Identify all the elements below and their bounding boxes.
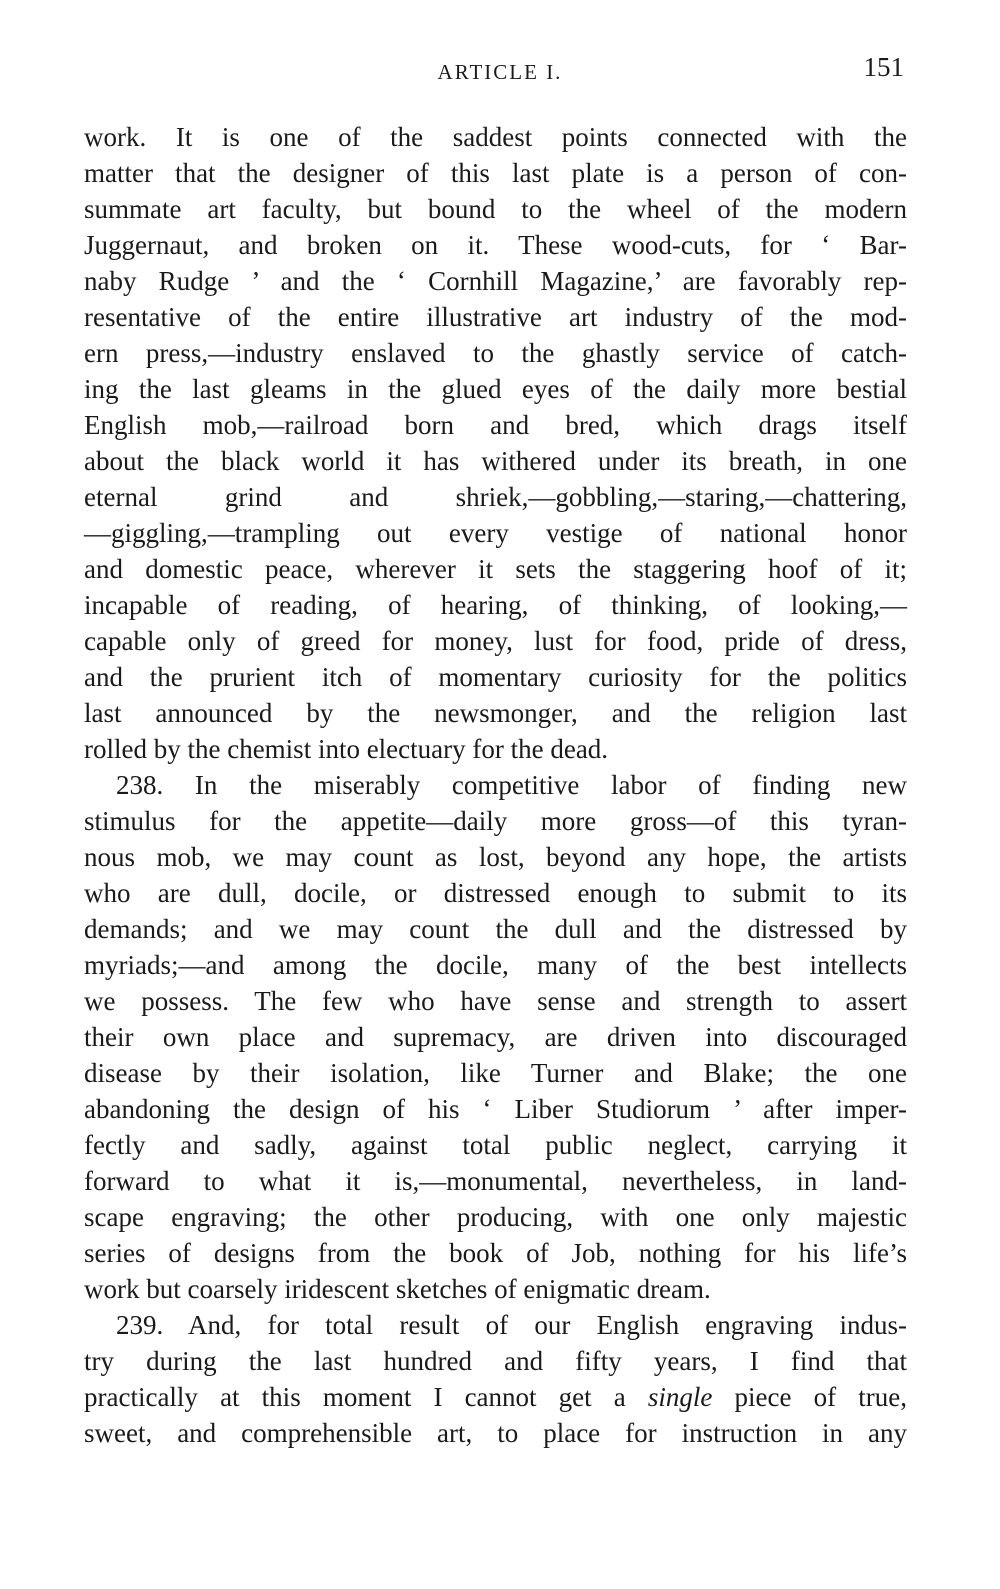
text-line: scape engraving; the other producing, with one only majestic: [84, 1202, 907, 1232]
text-line: myriads;—and among the docile, many of the best intellects: [84, 950, 907, 980]
text-line: matter that the designer of this last plate is a person of con-: [84, 158, 907, 188]
text-line: nous mob, we may count as lost, beyond any hope, the artists: [84, 842, 907, 872]
text-line: incapable of reading, of hearing, of thinking, of looking,—: [84, 590, 907, 620]
paragraph-238-start: 238. In the miserably competitive labor of finding new: [116, 770, 907, 800]
text-line: eternal grind and shriek,—gobbling,—staring,—chattering,: [84, 482, 907, 512]
text-line: who are dull, docile, or distressed enough to submit to its: [84, 878, 907, 908]
text-line: and the prurient itch of momentary curiosity for the politics: [84, 662, 907, 692]
text-line: summate art faculty, but bound to the wheel of the modern: [84, 194, 907, 224]
text-line: [84, 1380, 907, 1414]
text-line: —giggling,—trampling out every vestige of national honor: [84, 518, 907, 548]
paragraph-239-start: 239. And, for total result of our English engraving indus-: [116, 1310, 907, 1340]
running-title: ARTICLE I.: [437, 60, 563, 84]
text-line: naby Rudge ’ and the ‘ Cornhill Magazine,’ are favorably rep-: [84, 266, 907, 296]
text-line: English mob,—railroad born and bred, which drags itself: [84, 410, 907, 440]
text-line: about the black world it has withered under its breath, in one: [84, 446, 907, 476]
text-line: resentative of the entire illustrative art industry of the mod-: [84, 302, 907, 332]
text-line: disease by their isolation, like Turner and Blake; the one: [84, 1058, 907, 1088]
text-line: forward to what it is,—monumental, nevertheless, in land-: [84, 1166, 907, 1196]
running-head: [0, 52, 1000, 92]
text-line: last announced by the newsmonger, and the religion last: [84, 698, 907, 728]
text-line: their own place and supremacy, are driven into discouraged: [84, 1022, 907, 1052]
text-line: series of designs from the book of Job, nothing for his life’s: [84, 1238, 907, 1268]
page-number: 151: [863, 52, 904, 82]
text-line: Juggernaut, and broken on it. These wood-cuts, for ‘ Bar-: [84, 230, 907, 260]
text-line: capable only of greed for money, lust for food, pride of dress,: [84, 626, 907, 656]
text-line: work. It is one of the saddest points connected with the: [84, 122, 907, 152]
text-line: ing the last gleams in the glued eyes of the daily more bestial: [84, 374, 907, 404]
italic-emphasis: single: [647, 1382, 713, 1412]
text-line: sweet, and comprehensible art, to place for instruction in any: [84, 1418, 907, 1448]
text-segment: practically at this moment I cannot get a: [84, 1382, 648, 1412]
text-line: and domestic peace, wherever it sets the staggering hoof of it;: [84, 554, 907, 584]
text-line: fectly and sadly, against total public neglect, carrying it: [84, 1130, 907, 1160]
text-line: we possess. The few who have sense and strength to assert: [84, 986, 907, 1016]
text-line: abandoning the design of his ‘ Liber Studiorum ’ after imper-: [84, 1094, 907, 1124]
text-segment: piece of true,: [712, 1382, 907, 1412]
text-line: demands; and we may count the dull and the distressed by: [84, 914, 907, 944]
text-line: try during the last hundred and fifty years, I find that: [84, 1346, 907, 1376]
text-line: work but coarsely iridescent sketches of enigmatic dream.: [84, 1274, 711, 1304]
text-line: rolled by the chemist into electuary for the dead.: [84, 734, 609, 764]
text-line: ern press,—industry enslaved to the ghastly service of catch-: [84, 338, 907, 368]
text-line: stimulus for the appetite—daily more gross—of this tyran-: [84, 806, 907, 836]
